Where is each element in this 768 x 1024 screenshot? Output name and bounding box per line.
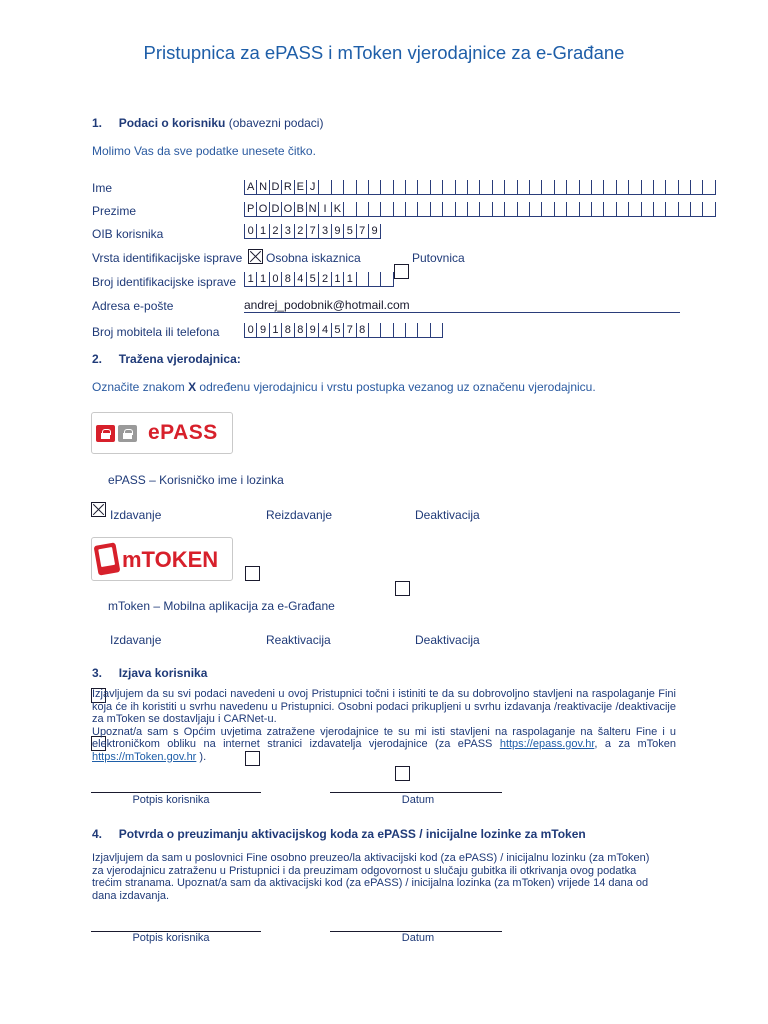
char-cell: 7 [306, 224, 318, 238]
signature-line-1[interactable] [91, 792, 261, 793]
char-cell: 1 [256, 272, 268, 286]
epass-deaktivacija-label: Deaktivacija [415, 508, 480, 522]
char-cell [492, 180, 504, 194]
char-cell [641, 202, 653, 216]
section3-paragraph [92, 688, 676, 763]
lock-grey-icon [118, 425, 137, 442]
char-cell: I [318, 202, 330, 216]
char-cell [628, 202, 640, 216]
char-cell: 8 [356, 323, 368, 337]
para2-pre: Upoznat/a sam s Općim uvjetima zatražene vjerodajnice te su mi isti stavljeni na raspolaganje na šalteru Fine i u elektroničkom obliku na internet stranici izdavatelja vjerodajnice (za ePASS [92, 725, 676, 750]
char-cell: 8 [281, 272, 293, 286]
char-cell [405, 323, 417, 337]
char-cell [467, 180, 479, 194]
char-cell [479, 202, 491, 216]
char-cell [479, 180, 491, 194]
char-cell [380, 323, 392, 337]
section4-number: 4. [92, 827, 103, 841]
char-cell: O [256, 202, 268, 216]
mtoken-link[interactable]: https://mToken.gov.hr [92, 750, 197, 763]
email-field[interactable]: andrej_podobnik@hotmail.com [244, 298, 680, 313]
char-cell [678, 202, 690, 216]
section3-title: Izjava korisnika [118, 666, 208, 680]
char-cell: 9 [256, 323, 268, 337]
section1-number: 1. [92, 116, 103, 130]
mtoken-deaktivacija-checkbox[interactable] [395, 766, 410, 781]
char-cell: E [294, 180, 306, 194]
ime-label: Ime [92, 181, 113, 195]
signature-label-2: Potpis korisnika [132, 932, 210, 944]
char-cell [417, 323, 429, 337]
char-cell [405, 180, 417, 194]
char-cell [591, 202, 603, 216]
char-cell: 3 [318, 224, 330, 238]
char-cell [603, 202, 615, 216]
prezime-field[interactable] [244, 202, 716, 217]
oib-field[interactable] [244, 224, 381, 239]
char-cell [653, 202, 665, 216]
char-cell: J [306, 180, 318, 194]
mtoken-izdavanje-label: Izdavanje [110, 633, 162, 647]
char-cell: A [244, 180, 256, 194]
char-cell: K [331, 202, 343, 216]
char-cell [541, 180, 553, 194]
char-cell: B [294, 202, 306, 216]
char-cell [455, 202, 467, 216]
char-cell: 1 [269, 323, 281, 337]
section2-number: 2. [92, 352, 103, 366]
char-cell: 9 [331, 224, 343, 238]
instruction-mark: X [188, 380, 197, 394]
epass-logo [91, 412, 233, 454]
oib-label: OIB korisnika [92, 227, 164, 241]
putovnica-label: Putovnica [412, 251, 465, 265]
char-cell [356, 180, 368, 194]
section1-note: (obavezni podaci) [228, 116, 324, 130]
char-cell [641, 180, 653, 194]
char-cell: 3 [281, 224, 293, 238]
char-cell [566, 180, 578, 194]
prezime-label: Prezime [92, 204, 137, 218]
epass-checkbox[interactable] [91, 502, 106, 517]
char-cell [517, 180, 529, 194]
char-cell [455, 180, 467, 194]
char-cell [579, 202, 591, 216]
date-line-1[interactable] [330, 792, 502, 793]
epass-link[interactable]: https://epass.gov.hr [499, 738, 595, 750]
char-cell [492, 202, 504, 216]
section4-paragraph: Izjavljujem da sam u poslovnici Fine osobno preuzeo/la aktivacijski kod (za ePASS) / inicijalnu lozinku (za mToken) za vjerodajnicu zatraženu u Pristupnici i da preuzimam odgovornost u slučaju gubitka ili otkrivanja ovog podatka trećim stranama. Upoznat/a sam da aktivacijski kod (za ePASS) / inicijalna lozinka (za mToken) vrijede 14 dana od dana izdavanja. [92, 852, 650, 902]
section1-instruction: Molimo Vas da sve podatke unesete čitko. [92, 144, 316, 158]
char-cell [690, 202, 702, 216]
char-cell: 0 [269, 272, 281, 286]
char-cell [603, 180, 615, 194]
char-cell: 7 [356, 224, 368, 238]
char-cell [430, 180, 442, 194]
phone-icon [94, 542, 121, 575]
char-cell [529, 180, 541, 194]
char-cell [665, 202, 677, 216]
section3-number: 3. [92, 666, 103, 680]
char-cell [356, 202, 368, 216]
char-cell: 9 [368, 224, 381, 238]
char-cell [467, 202, 479, 216]
mobitel-label: Broj mobitela ili telefona [92, 325, 220, 339]
char-cell: P [244, 202, 256, 216]
char-cell [356, 272, 368, 286]
char-cell: R [281, 180, 293, 194]
char-cell: 1 [343, 272, 355, 286]
char-cell: 1 [244, 272, 256, 286]
osobna-checkbox[interactable] [248, 249, 263, 264]
char-cell: D [269, 180, 281, 194]
epass-logo-text: ePASS [148, 421, 218, 444]
date-label-1: Datum [401, 794, 435, 806]
char-cell [417, 202, 429, 216]
char-cell: 1 [256, 224, 268, 238]
char-cell: 2 [269, 224, 281, 238]
char-cell: N [256, 180, 268, 194]
char-cell: 8 [281, 323, 293, 337]
char-cell [616, 202, 628, 216]
char-cell: 4 [294, 272, 306, 286]
char-cell: N [306, 202, 318, 216]
char-cell: 2 [318, 272, 330, 286]
char-cell [343, 202, 355, 216]
char-cell: 5 [331, 323, 343, 337]
char-cell [504, 180, 516, 194]
section3-para1: Izjavljujem da su svi podaci navedeni u ovoj Pristupnici točni i istiniti te da su dobrovoljno stavljeni na raspolaganje Fini koja će ih koristiti u svrhu navedenu u Pristupnici. Osobni podaci prikupljeni u svrhu izdavanja /reaktivacije /deaktivacije za mToken se dostavljaju i CARNet-u. [92, 688, 676, 725]
epass-izdavanje-label: Izdavanje [110, 508, 162, 522]
char-cell [380, 202, 392, 216]
char-cell [380, 272, 393, 286]
mtoken-option-label: mToken – Mobilna aplikacija za e-Građane [108, 599, 335, 613]
vrsta-label: Vrsta identifikacijske isprave [92, 251, 243, 265]
char-cell [566, 202, 578, 216]
char-cell [405, 202, 417, 216]
section1-heading [92, 116, 323, 130]
char-cell [393, 202, 405, 216]
date-label-2: Datum [401, 932, 435, 944]
char-cell [616, 180, 628, 194]
broj-isprave-field[interactable] [244, 272, 394, 287]
putovnica-checkbox[interactable] [394, 264, 409, 279]
section3-heading [92, 666, 207, 680]
instruction-pre: Označite znakom [92, 380, 185, 394]
para2-mid: , a za mToken [594, 738, 676, 750]
section2-instruction [92, 380, 596, 394]
char-cell [343, 180, 355, 194]
char-cell: 0 [244, 323, 256, 337]
char-cell [690, 180, 702, 194]
epass-deaktivacija-checkbox[interactable] [395, 581, 410, 596]
char-cell: 7 [343, 323, 355, 337]
section2-heading [92, 352, 241, 366]
mobitel-field[interactable] [244, 323, 443, 338]
char-cell: 5 [306, 272, 318, 286]
char-cell: 0 [244, 224, 256, 238]
char-cell: 8 [294, 323, 306, 337]
char-cell [430, 323, 443, 337]
char-cell [554, 180, 566, 194]
char-cell [678, 180, 690, 194]
char-cell [318, 180, 330, 194]
para2-post: ). [196, 750, 207, 763]
epass-option-label: ePASS – Korisničko ime i lozinka [108, 473, 284, 487]
char-cell [554, 202, 566, 216]
char-cell [331, 180, 343, 194]
char-cell [417, 180, 429, 194]
mtoken-reaktivacija-label: Reaktivacija [266, 633, 331, 647]
char-cell: 9 [306, 323, 318, 337]
char-cell: D [269, 202, 281, 216]
section2-title: Tražena vjerodajnica: [118, 352, 241, 366]
mtoken-deaktivacija-label: Deaktivacija [415, 633, 480, 647]
section4-title: Potvrda o preuzimanju aktivacijskog koda za ePASS / inicijalne lozinke za mToken [118, 827, 586, 841]
char-cell [368, 202, 380, 216]
char-cell [368, 180, 380, 194]
instruction-post: određenu vjerodajnicu i vrstu postupka vezanog uz označenu vjerodajnicu. [199, 380, 596, 394]
char-cell: 2 [294, 224, 306, 238]
char-cell: 5 [343, 224, 355, 238]
char-cell [430, 202, 442, 216]
char-cell [368, 323, 380, 337]
osobna-label: Osobna iskaznica [266, 251, 361, 265]
char-cell [591, 180, 603, 194]
mtoken-logo-text: mTOKEN [122, 547, 219, 572]
char-cell [380, 180, 392, 194]
char-cell [541, 202, 553, 216]
char-cell: 1 [331, 272, 343, 286]
epass-reizdavanje-checkbox[interactable] [245, 566, 260, 581]
section3-para2 [92, 726, 676, 764]
char-cell [702, 180, 715, 194]
mtoken-logo [91, 537, 233, 581]
lock-red-icon [96, 425, 115, 442]
epass-reizdavanje-label: Reizdavanje [266, 508, 333, 522]
char-cell [529, 202, 541, 216]
document-title: Pristupnica za ePASS i mToken vjerodajnice za e-Građane [143, 42, 625, 63]
char-cell [393, 323, 405, 337]
char-cell: 4 [318, 323, 330, 337]
char-cell [702, 202, 715, 216]
char-cell [517, 202, 529, 216]
broj-isprave-label: Broj identifikacijske isprave [92, 275, 237, 289]
ime-field[interactable] [244, 180, 716, 195]
char-cell [653, 180, 665, 194]
char-cell: O [281, 202, 293, 216]
char-cell [579, 180, 591, 194]
signature-label-1: Potpis korisnika [132, 794, 210, 806]
char-cell [628, 180, 640, 194]
email-label: Adresa e-pošte [92, 299, 174, 313]
section4-heading [92, 827, 586, 841]
char-cell [393, 180, 405, 194]
char-cell [442, 180, 454, 194]
char-cell [368, 272, 380, 286]
char-cell [442, 202, 454, 216]
section1-title: Podaci o korisniku [118, 116, 226, 130]
char-cell [665, 180, 677, 194]
char-cell [504, 202, 516, 216]
